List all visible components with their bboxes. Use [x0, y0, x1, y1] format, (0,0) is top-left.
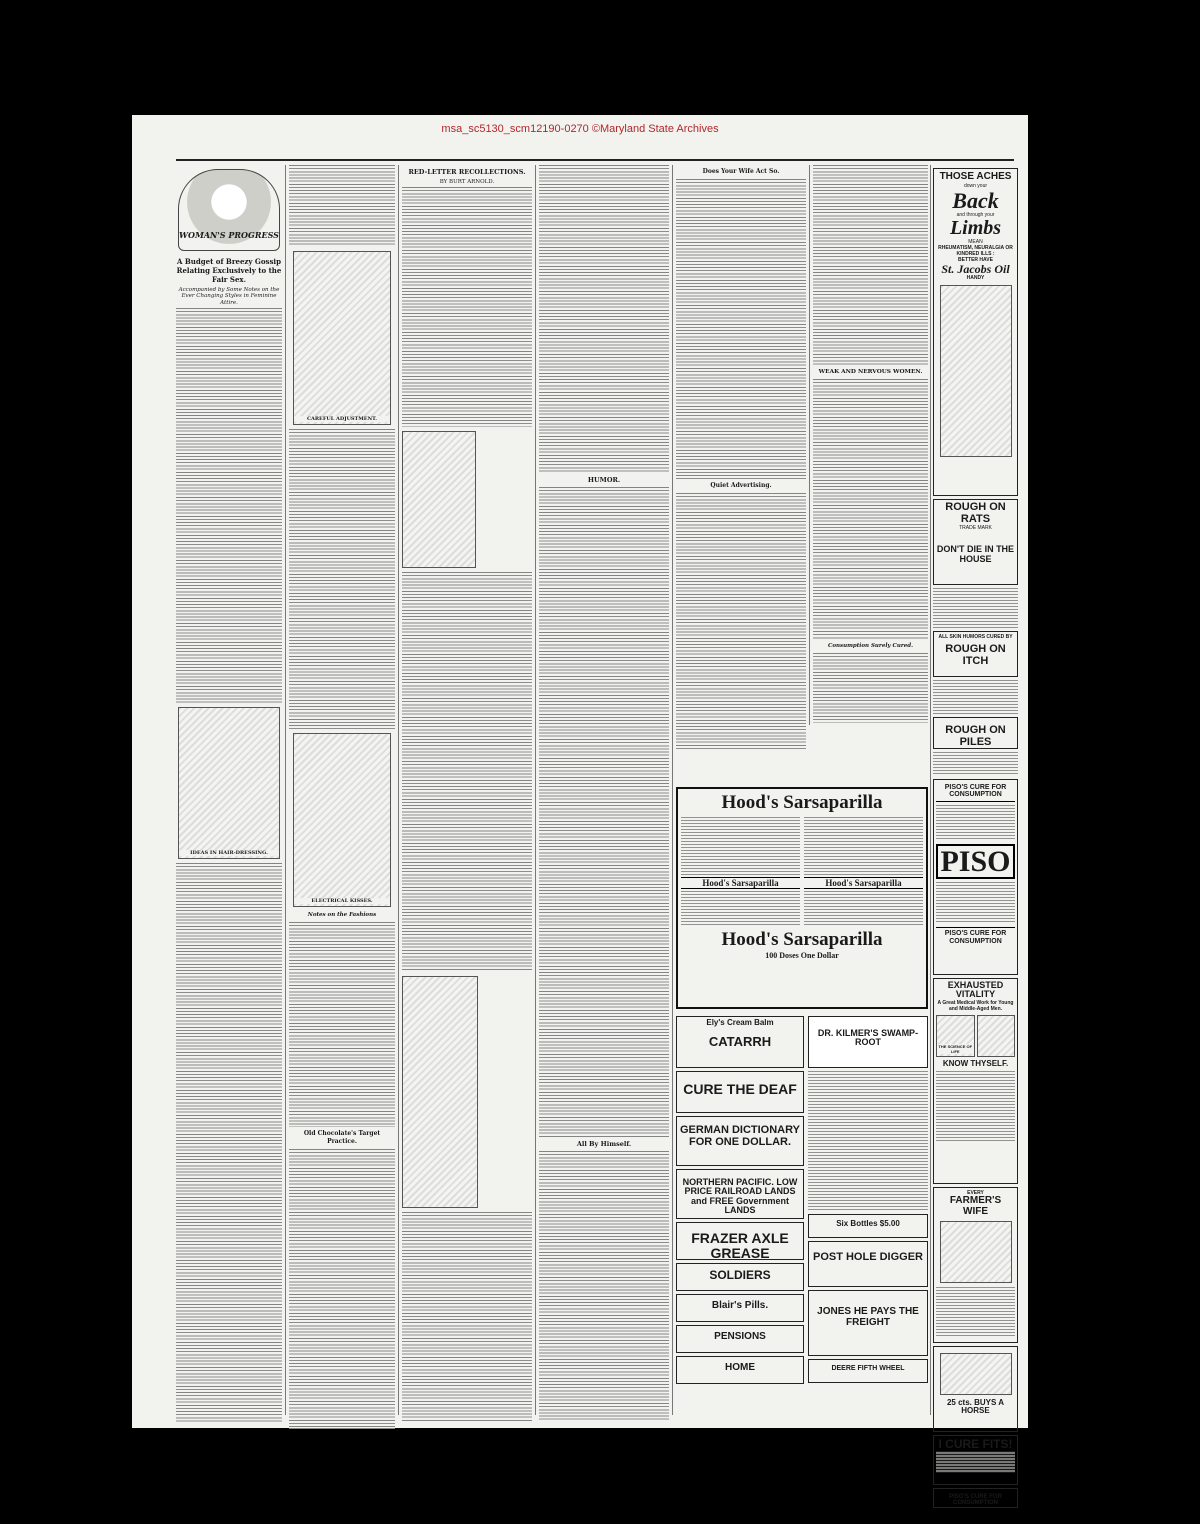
- cure-deaf-ad: CURE THE DEAF: [676, 1071, 804, 1113]
- wife-heading: Does Your Wife Act So.: [702, 168, 780, 175]
- post-hole-digger-ad: POST HOLE DIGGER: [808, 1241, 928, 1287]
- ads-right-column: [933, 165, 1018, 1507]
- illustration-caption: IDEAS IN HAIR-DRESSING.: [179, 850, 279, 856]
- masthead-rule: [176, 159, 1014, 161]
- column-divider: [398, 165, 399, 1415]
- article-body: [676, 179, 806, 479]
- rats-copy: [933, 588, 1018, 628]
- german-dictionary-ad: GERMAN DICTIONARY FOR ONE DOLLAR.: [676, 1116, 804, 1166]
- kilmer-copy: [808, 1071, 928, 1211]
- newspaper-page: [132, 115, 1028, 1507]
- pisos-bottom-ad: PISO'S CURE FOR CONSUMPTION: [933, 1488, 1018, 1508]
- weak-women-heading: WEAK AND NERVOUS WOMEN.: [818, 369, 923, 375]
- column-divider: [285, 165, 286, 1415]
- home-ad: HOME: [676, 1356, 804, 1384]
- hoods-title-bottom: Hood's Sarsaparilla: [721, 929, 883, 950]
- rough-on-rats-ad: ROUGH ON RATS TRADE MARK DON'T DIE IN THE HOUSE: [933, 499, 1018, 585]
- column-divider: [930, 165, 931, 1415]
- hair-dressing-illustration: [178, 707, 280, 859]
- hoods-small-title: Hood's Sarsaparilla: [804, 877, 923, 889]
- hoods-copy: [804, 891, 923, 925]
- rough-on-itch-ad: ALL SKIN HUMORS CURED BY ROUGH ON ITCH: [933, 631, 1018, 677]
- article-body: [813, 165, 928, 365]
- article-headline: A Budget of Breezy Gossip Relating Exclusively to the Fair Sex.: [176, 257, 282, 284]
- pensions-ad: PENSIONS: [676, 1325, 804, 1353]
- six-bottles-ad: Six Bottles $5.00: [808, 1214, 928, 1238]
- column-divider: [535, 165, 536, 1415]
- monk-illustration: [940, 285, 1012, 457]
- kilmer-ad: DR. KILMER'S SWAMP-ROOT: [808, 1016, 928, 1068]
- electrical-kisses-illustration: [293, 733, 391, 907]
- article-body-continued: [176, 863, 282, 1423]
- hoods-copy-left: [681, 817, 800, 875]
- column-4: [539, 165, 669, 1415]
- frazer-ad: FRAZER AXLE GREASE: [676, 1222, 804, 1260]
- article-body: [813, 379, 928, 639]
- blairs-ad: Blair's Pills.: [676, 1294, 804, 1322]
- article-body: [176, 308, 282, 703]
- hoods-small-title: Hood's Sarsaparilla: [681, 877, 800, 889]
- man-illustration: [402, 431, 476, 568]
- column-2: [289, 165, 395, 1415]
- recollections-byline: BY BURT ARNOLD.: [439, 179, 495, 185]
- illustration-caption: ELECTRICAL KISSES.: [294, 898, 390, 904]
- article-body: [289, 429, 395, 729]
- horse-illustration: [940, 1353, 1012, 1395]
- column-divider: [809, 165, 810, 725]
- article-body: [676, 493, 806, 751]
- quiet-advertising-heading: Quiet Advertising.: [710, 482, 772, 489]
- archive-watermark: msa_sc5130_scm12190-0270 ©Maryland State Archives: [441, 123, 719, 135]
- hoods-doses: 100 Doses One Dollar: [765, 951, 839, 960]
- farmers-wife-ad: EVERY FARMER'S WIFE: [933, 1187, 1018, 1343]
- hen-illustration: [940, 1221, 1012, 1283]
- piles-copy: [933, 752, 1018, 776]
- hoods-title: Hood's Sarsaparilla: [721, 792, 883, 813]
- ads-left-column: [676, 1013, 804, 1413]
- northern-pacific-ad: NORTHERN PACIFIC. LOW PRICE RAILROAD LANDS and FREE Government LANDS: [676, 1169, 804, 1219]
- article-body: [289, 922, 395, 1127]
- careful-adjustment-illustration: [293, 251, 391, 425]
- himself-heading: All By Himself.: [576, 1140, 632, 1148]
- article-body: [539, 1151, 669, 1421]
- article-body: [539, 165, 669, 473]
- humor-heading: HUMOR.: [587, 476, 621, 484]
- womans-progress-logo: [178, 169, 280, 251]
- pisos-cure-ad: PISO'S CURE FOR CONSUMPTION PISO PISO'S CURE FOR CONSUMPTION: [933, 779, 1018, 975]
- hoods-copy: [681, 891, 800, 925]
- illustration-caption: CAREFUL ADJUSTMENT.: [294, 416, 390, 422]
- hoods-copy-right: [804, 817, 923, 875]
- column-divider: [672, 165, 673, 1415]
- article-body: [402, 572, 532, 972]
- hoods-ad: [676, 787, 928, 1009]
- consumption-heading: Consumption Surely Cured.: [827, 643, 914, 649]
- rough-on-piles-ad: ROUGH ON PILES: [933, 717, 1018, 749]
- fifth-wheel-ad: DEERE FIFTH WHEEL: [808, 1359, 928, 1383]
- ads-middle-column: [808, 1013, 928, 1413]
- cure-fits-ad: I CURE FITS!: [933, 1435, 1018, 1485]
- elys-ad: Ely's Cream Balm CATARRH: [676, 1016, 804, 1068]
- article-body: [539, 487, 669, 1137]
- buys-horse-ad: 25 cts. BUYS A HORSE: [933, 1346, 1018, 1432]
- article-body: [402, 187, 532, 427]
- jones-freight-ad: JONES HE PAYS THE FREIGHT: [808, 1290, 928, 1356]
- article-body: [813, 653, 928, 723]
- article-body: [289, 1149, 395, 1429]
- article-body: [289, 165, 395, 247]
- portrait-illustration: [977, 1015, 1016, 1057]
- article-subhead: Accompanied by Some Notes on the Ever Changing Styles in Feminine Attire.: [178, 287, 280, 306]
- column-1: [176, 165, 282, 1415]
- itch-copy: [933, 680, 1018, 714]
- fashion-heading: Notes on the Fashions: [307, 912, 377, 918]
- article-body: [402, 1212, 532, 1422]
- exhausted-vitality-ad: EXHAUSTED VITALITY A Great Medical Work for Young and Middle-Aged Men. THE SCIENCE OF LIFE KNOW THYSELF.: [933, 978, 1018, 1184]
- recollections-headline: RED-LETTER RECOLLECTIONS.: [408, 168, 526, 176]
- soldiers-ad: SOLDIERS: [676, 1263, 804, 1291]
- deacon-illustration: [402, 976, 478, 1208]
- target-practice-heading: Old Chocolate's Target Practice.: [303, 1130, 381, 1145]
- st-jacobs-oil-ad: THOSE ACHES down your Back and through your Limbs MEAN RHEUMATISM, NEURALGIA OR KINDRED ILLS : BETTER HAVE St. Jacobs Oil HANDY: [933, 168, 1018, 496]
- logo-text: WOMAN'S PROGRESS: [179, 229, 279, 240]
- column-3: [402, 165, 532, 1415]
